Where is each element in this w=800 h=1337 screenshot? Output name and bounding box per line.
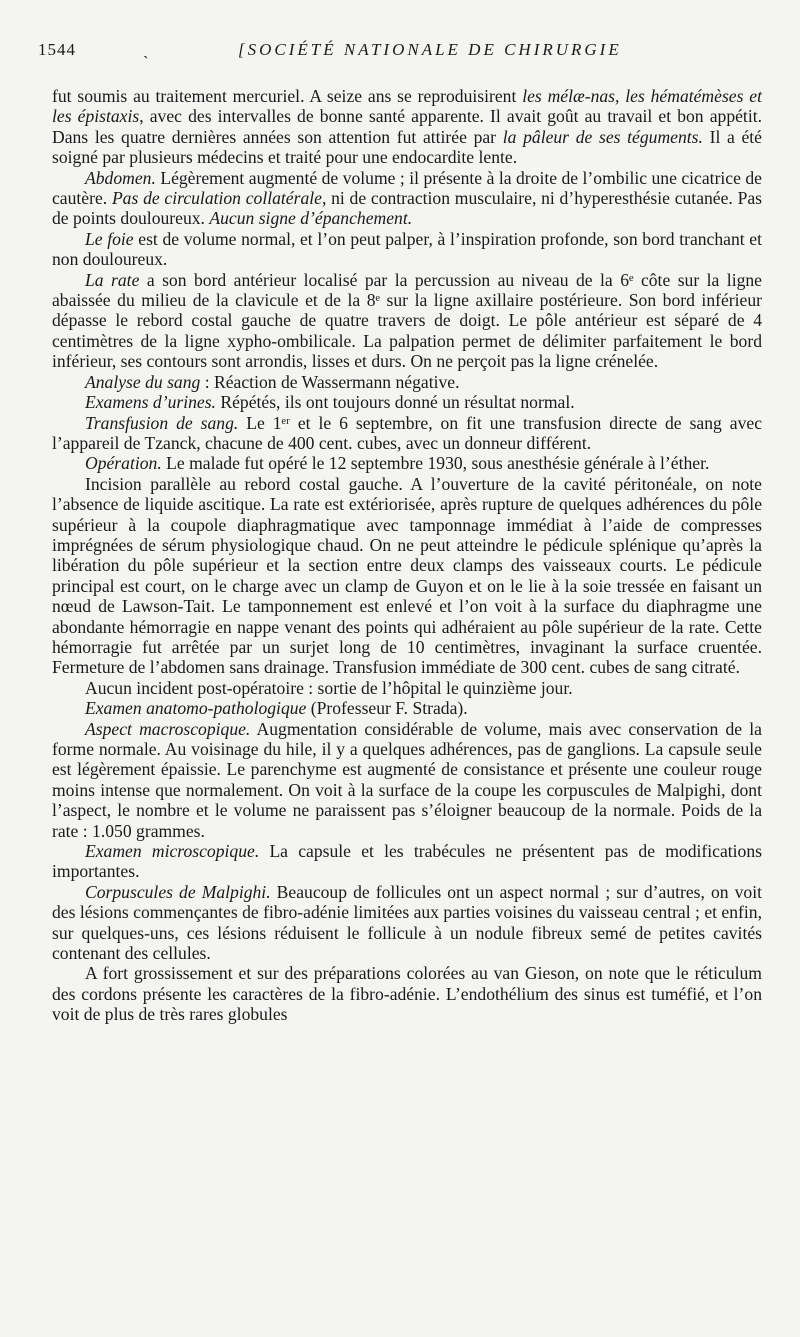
italic-run: Examen microscopique. <box>85 841 260 862</box>
paragraph <box>52 229 762 270</box>
text-run: : Réaction de Wassermann négative. <box>200 371 460 392</box>
paragraph <box>52 413 762 454</box>
text-run: La capsule et les trabécules ne présentent pas de modifications importantes. <box>52 841 762 882</box>
paragraph <box>52 453 762 473</box>
text-run: Le malade fut opéré le 12 septembre 1930, sous anesthésie générale à l’éther. <box>161 453 710 474</box>
italic-run: Corpuscules de Malpighi. <box>85 881 271 902</box>
paragraph <box>52 270 762 372</box>
margin-mark: ˎ <box>143 40 150 59</box>
page-header <box>38 36 758 66</box>
italic-run: Aucun signe d’épanchement. <box>209 208 413 229</box>
running-title: [SOCIÉTÉ NATIONALE DE CHIRURGIE <box>238 40 622 59</box>
text-run: Le 1ᵉʳ et le 6 septembre, on fit une transfusion directe de sang avec l’appareil de Tzanck, chacune de 400 cent. cubes, avec un donneur différent. <box>52 412 763 453</box>
text-run: est de volume normal, et l’on peut palper, à l’inspiration profonde, son bord tranchant et non douloureux. <box>52 228 762 270</box>
italic-run: Examen anatomo-pathologique <box>85 698 307 719</box>
text-run: Augmentation considérable de volume, mais avec conservation de la forme normale. Au voisinage du hile, il y a quelques adhérences, pas de ganglions. La capsule seule est légèrement épaissie. Le parenchyme est augmenté de consistance et présente une couleur rouge moins intense que normalement. On voit à la surface de la coupe les corpuscules de Malpighi, dont l’aspect, le nombre et le volume ne paraissent pas s’éloigner beaucoup de la normale. Poids de la rate : 1.050 grammes. <box>52 718 762 841</box>
text-run: Répétés, ils ont toujours donné un résultat normal. <box>215 392 575 413</box>
text-run: a son bord antérieur localisé par la percussion au niveau de la 6ᵉ côte sur la ligne abaissée du milieu de la clavicule et de la 8ᵉ sur la ligne axillaire postérieure. Son bord inférieur dépasse le rebord costal gauche de quatre travers de doigt. Le pôle antérieur est séparé de 4 centimètres de la ligne xypho-ombilicale. La palpation permet de délimiter parfaitement le bord inférieur, ses contours sont arrondis, lisses et durs. On ne perçoit pas la ligne crénelée. <box>52 269 762 372</box>
italic-run: Examens d’urines. <box>85 392 216 413</box>
text-run: , ni de contraction musculaire, ni d’hyperesthésie cutanée. Pas de points douloureux. <box>52 188 763 229</box>
paragraph <box>52 698 762 718</box>
paragraph <box>52 392 762 412</box>
paragraph <box>52 841 762 882</box>
text-run: Incision parallèle au rebord costal gauche. A l’ouverture de la cavité péritonéale, on note l’absence de liquide ascitique. La rate est extériorisée, après rupture de quelques adhérences du pôle supérieur à la coupole diaphragmatique avec tamponnage immédiat à l’aide de compresses imprégnées de sérum physiologique chaud. On ne peut atteindre le pédicule splénique qu’après la libération du pôle supérieur et la section entre deux clamps des vaisseaux courts. Le pédicule principal est court, on le charge avec un clamp de Guyon et on le lie à la soie tressée en faisant un nœud de Lawson-Tait. Le tamponnement est enlevé et l’on voit à la surface du diaphragme une abondante hémorragie en nappe venant des points qui adhéraient au pôle supérieur de la rate. Cette hémorragie fut arrêtée par un surjet long de 10 centimètres, invaginant la surface cruentée. Fermeture de l’abdomen sans drainage. Transfusion immédiate de 300 cent. cubes de sang citraté. <box>52 473 762 678</box>
text-run: fut soumis au traitement mercuriel. A seize ans se reproduisirent <box>52 86 523 106</box>
paragraph <box>52 963 762 1024</box>
italic-run: La rate <box>85 269 140 290</box>
italic-run: Analyse du sang <box>85 371 201 392</box>
italic-run: les mélæ-nas, les hématémèses et les épistaxis <box>52 86 762 127</box>
italic-run: la pâleur de ses téguments. <box>502 126 703 147</box>
text-run: Aucun incident post-opératoire : sortie de l’hôpital le quinzième jour. <box>85 677 573 698</box>
text-run: Légèrement augmenté de volume ; il présente à la droite de l’ombilic une cicatrice de cautère. <box>52 167 762 209</box>
italic-run: Transfusion de sang. <box>85 412 239 433</box>
italic-run: Aspect macroscopique. <box>85 718 251 739</box>
text-run: Beaucoup de follicules ont un aspect normal ; sur d’autres, on voit des lésions commençantes de fibro-adénie limitées aux parties voisines du vaisseau central ; et enfin, sur quelques-uns, ces lésions réduisent le follicule à un nodule fibreux semé de petites cavités contenant des cellules. <box>52 881 763 964</box>
paragraph <box>52 474 762 678</box>
paragraph <box>52 168 762 229</box>
paragraph <box>52 882 762 964</box>
body-text <box>52 86 762 1025</box>
text-run: (Professeur F. Strada). <box>306 698 468 719</box>
paragraph <box>52 86 762 168</box>
page-number: 1544 <box>38 40 76 59</box>
italic-run: Opération. <box>85 453 162 474</box>
paragraph <box>52 719 762 841</box>
text-run: , avec des intervalles de bonne santé apparente. Il avait goût au travail et bon appétit. Dans les quatre dernières années son attention fut attirée par <box>52 106 762 147</box>
text-run: A fort grossissement et sur des préparations colorées au van Gieson, on note que le réticulum des cordons présente les caractères de la fibro-adénie. L’endothélium des sinus est tuméfié, et l’on voit de plus de très rares globules <box>52 963 762 1025</box>
paragraph <box>52 372 762 392</box>
italic-run: Abdomen. <box>85 167 156 188</box>
text-run: Il a été soigné par plusieurs médecins et traité pour une endocardite lente. <box>52 126 762 168</box>
italic-run: Pas de circulation collatérale <box>111 188 322 209</box>
italic-run: Le foie <box>85 228 134 249</box>
paragraph <box>52 678 762 698</box>
